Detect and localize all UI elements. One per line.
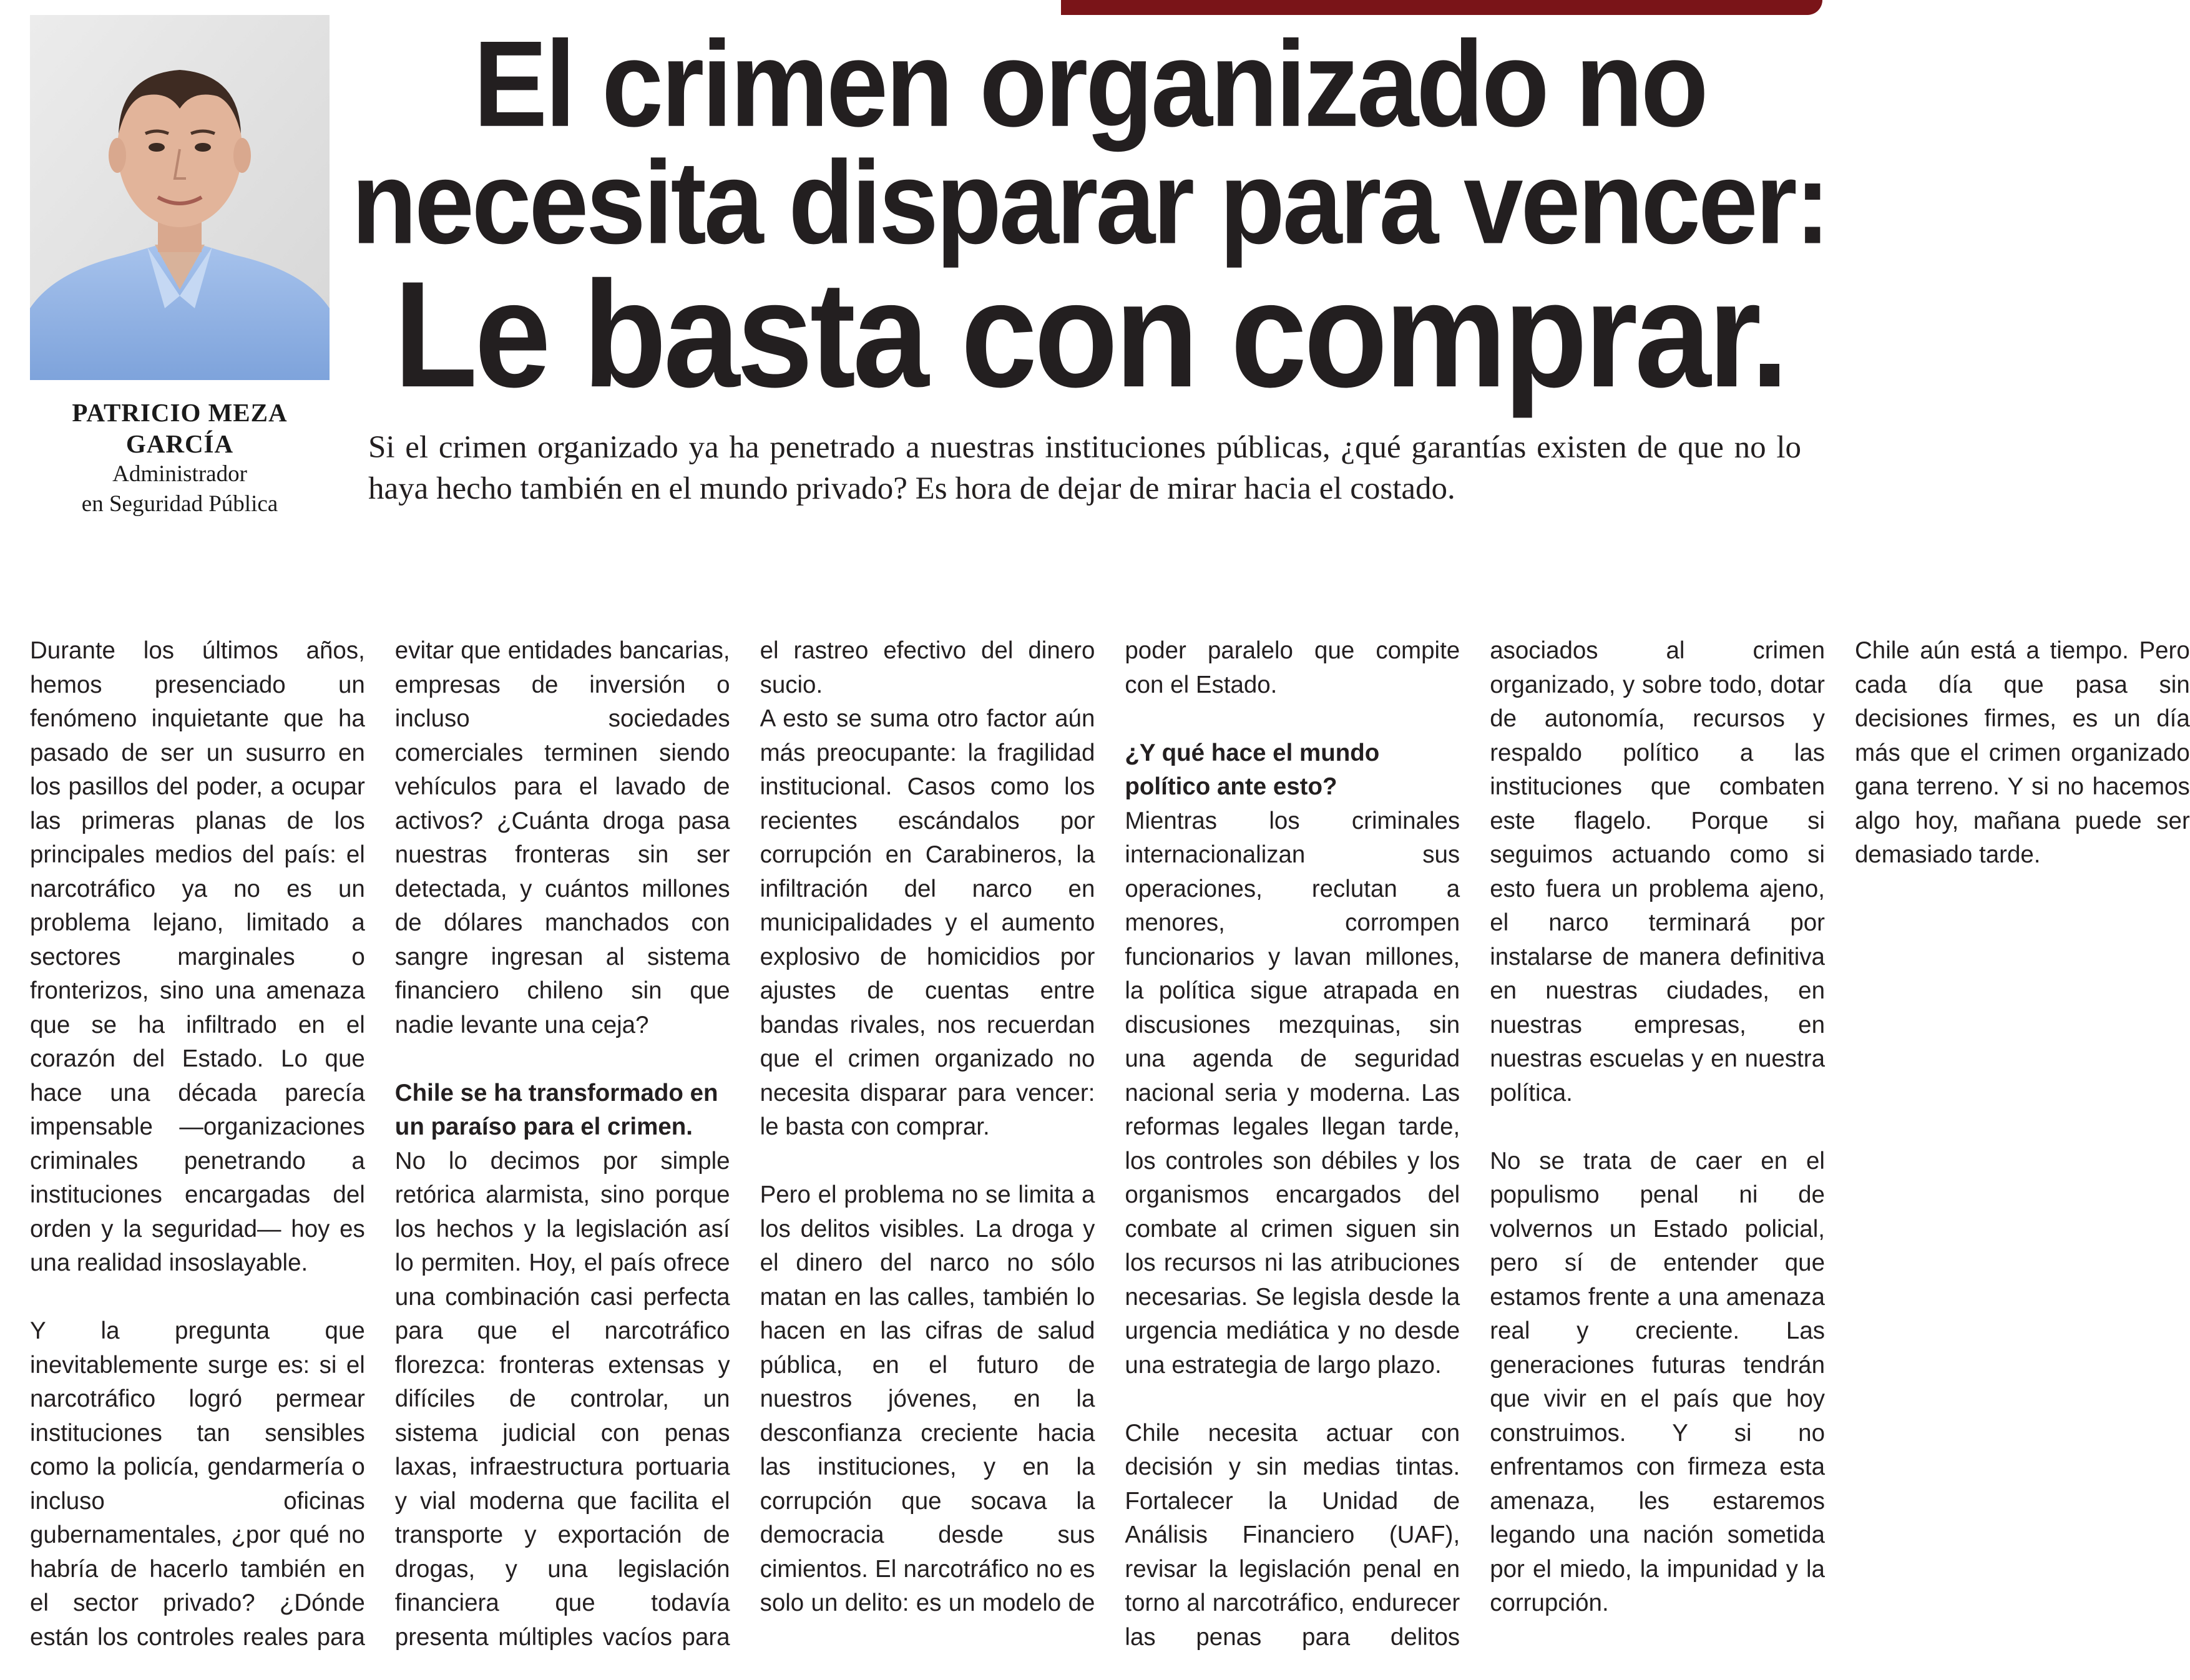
- headline-line-1: El crimen organizado no: [473, 15, 1706, 152]
- paragraph-p5: Pero el problema no se limita a los delitos visibles. La droga y el dinero del narco no sólo matan en las calles, también lo hacen en las cifras de salud pública, en el futuro de nuestros jóvenes, en la desconfianza creciente hacia las instituciones, y en la corrupción que socava la democracia desde sus cimientos. El narcotráfico no es solo un delito: es un modelo de poder paralelo que compite con el Estado.: [760, 637, 1460, 1616]
- subheading-h2: ¿Y qué hace el mundo político ante esto?: [1125, 739, 1380, 800]
- top-accent-bar: [1061, 0, 1822, 15]
- author-name: PATRICIO MEZA GARCÍA: [72, 398, 288, 458]
- article-body: [30, 634, 2190, 1658]
- paragraph-p7: Chile necesita actuar con decisión y sin medias tintas. Fortalecer la Unidad de Análisis Financiero (UAF), revisar la legislación penal en torno al narcotráfico, endurecer las penas para delitos asociados al crimen organizado, y sobre todo, dotar de autonomía, recursos y respaldo político a las instituciones que combaten este flagelo. Porque si seguimos actuando como si esto fuera un problema ajeno, el narco terminará por instalarse de manera definitiva en nuestras ciudades, en nuestras empresas, en nuestras escuelas y en nuestra política.: [1125, 637, 1825, 1651]
- paragraph-p8: No se trata de caer en el populismo penal ni de volvernos un Estado policial, pero sí de entender que estamos frente a una amenaza real y creciente. Las generaciones futuras tendrán que vivir en el país que hoy construimos. Y si no enfrentamos con firmeza esta amenaza, les estaremos legando una nación sometida por el miedo, la impunidad y la corrupción.: [1490, 1147, 1825, 1616]
- paragraph-p2: Y la pregunta que inevitablemente surge es: si el narcotráfico logró permear instituciones tan sensibles como la policía, gendarmería o incluso oficinas gubernamentales, ¿por qué no habría de hacerlo también en el sector privado? ¿Dónde están los controles reales para evitar que entidades bancarias, empresas de inversión o incluso sociedades comerciales terminen siendo vehículos para el lavado de activos? ¿Cuánta droga pasa nuestras fronteras sin ser detectada, y cuántos millones de dólares manchados con sangre ingresan al sistema financiero chileno sin que nadie levante una ceja?: [30, 637, 730, 1651]
- paragraph-p6: Mientras los criminales internacionalizan sus operaciones, reclutan a menores, corrompen funcionarios y lavan millones, la política sigue atrapada en discusiones mezquinas, sin una agenda de seguridad nacional seria y moderna. Las reformas legales llegan tarde, los controles son débiles y los organismos encargados del combate al crimen siguen sin los recursos ni las atribuciones necesarias. Se legisla desde la urgencia mediática y no desde una estrategia de largo plazo.: [1125, 807, 1460, 1379]
- headline-line-3: Le basta con comprar.: [393, 250, 1786, 419]
- author-byline: [30, 397, 330, 519]
- author-role: Administrador: [112, 461, 247, 487]
- headline: [347, 15, 1832, 419]
- author-role-detail: en Seguridad Pública: [81, 491, 278, 517]
- paragraph-p1: Durante los últimos años, hemos presenciado un fenómeno inquietante que ha pasado de ser un susurro en los pasillos del poder, a ocupar las primeras planas de los principales medios del país: el narcotráfico ya no es un problema lejano, limitado a sectores marginales o fronterizos, sino una amenaza que se ha infiltrado en el corazón del Estado. Lo que hace una década parecía impensable —organizaciones criminales penetrando a instituciones encargadas del orden y la seguridad— hoy es una realidad insoslayable.: [30, 637, 365, 1276]
- headline-line-2: necesita disparar para vencer:: [351, 137, 1828, 269]
- paragraph-p4: A esto se suma otro factor aún más preocupante: la fragilidad institucional. Casos como los recientes escándalos por corrupción en Carabineros, la infiltración del narco en municipalidades y el aumento explosivo de homicidios por ajustes de cuentas entre bandas rivales, nos recuerdan que el crimen organizado no necesita disparar para vencer: le basta con comprar.: [760, 705, 1095, 1140]
- subheading-h1: Chile se ha transformado en un paraíso para el crimen.: [394, 1079, 718, 1140]
- paragraph-p9: Chile aún está a tiempo. Pero cada día que pasa sin decisiones firmes, es un día más que el crimen organizado gana terreno. Y si no hacemos algo hoy, mañana puede ser demasiado tarde.: [1854, 637, 2190, 868]
- lead-paragraph: Si el crimen organizado ya ha penetrado a nuestras instituciones públicas, ¿qué garantías existen de que no lo haya hecho también en el mundo privado? Es hora de dejar de mirar hacia el costado.: [368, 430, 1801, 506]
- paragraph-p3: No lo decimos por simple retórica alarmista, sino porque los hechos y la legislación así lo permiten. Hoy, el país ofrece una combinación casi perfecta para que el narcotráfico florezca: fronteras extensas y difíciles de controlar, un sistema judicial con penas laxas, infraestructura portuaria y vial moderna que facilita el transporte y exportación de drogas, y una legislación financiera que todavía presenta múltiples vacíos para el rastreo efectivo del dinero sucio.: [394, 637, 1095, 1651]
- author-photo: [30, 15, 330, 380]
